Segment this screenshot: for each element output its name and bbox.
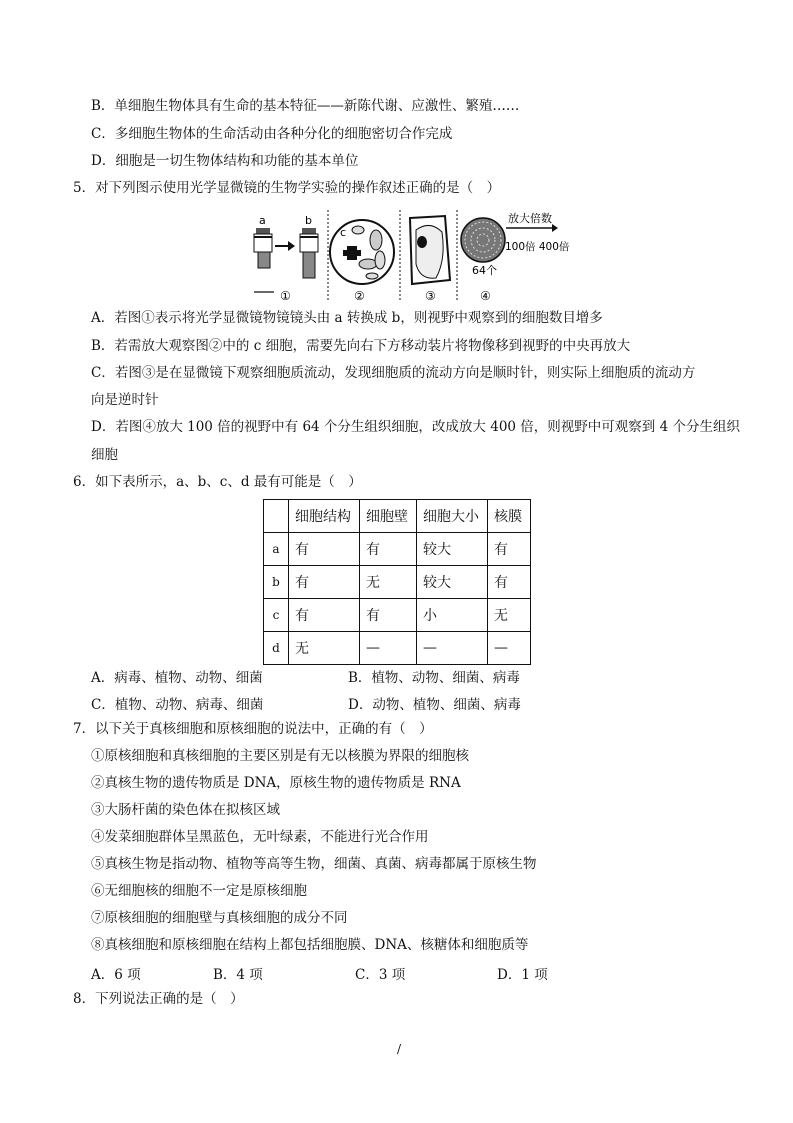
table-cell: 较大 xyxy=(417,533,488,566)
table-cell: — xyxy=(488,632,531,665)
table-cell: 无 xyxy=(289,632,360,665)
q7-option-b: B．4 项 xyxy=(213,967,263,983)
table-header-cell: 细胞大小 xyxy=(417,500,488,533)
zoom-title: 放大倍数 xyxy=(508,212,552,225)
table-cell: 较大 xyxy=(417,566,488,599)
label-b: b xyxy=(305,214,312,227)
table-cell: a xyxy=(264,533,289,566)
q7-item: ①原核细胞和真核细胞的主要区别是有无以核膜为界限的细胞核 xyxy=(91,748,469,764)
q7-option-c: C．3 项 xyxy=(355,967,406,983)
table-cell: — xyxy=(360,632,417,665)
q5-option-d: D．若图④放大 100 倍的视野中有 64 个分生组织细胞，改成放大 400 倍，则视野中可观察到 4 个分生组织 xyxy=(91,419,740,435)
table-row xyxy=(264,533,531,566)
table-header-cell: 细胞结构 xyxy=(289,500,360,533)
table-cell: 有 xyxy=(289,566,360,599)
table-row xyxy=(264,599,531,632)
q5-option-c: C．若图③是在显微镜下观察细胞质流动，发现细胞质的流动方向是顺时针，则实际上细胞质的流动方 xyxy=(91,365,696,381)
q4-option-b: B．单细胞生物体具有生命的基本特征——新陈代谢、应激性、繁殖…… xyxy=(91,98,520,114)
q5-figure xyxy=(240,208,570,303)
zoom-values: 100倍 400倍 xyxy=(505,241,570,253)
q7-item: ④发菜细胞群体呈黑蓝色，无叶绿素，不能进行光合作用 xyxy=(91,829,429,845)
table-header-cell xyxy=(264,500,289,533)
q6-option-a: A．病毒、植物、动物、细菌 xyxy=(91,670,263,686)
table-row xyxy=(264,566,531,599)
arrow-icon xyxy=(275,241,295,251)
q6-option-b: B．植物、动物、细菌、病毒 xyxy=(348,670,520,686)
cell-cluster xyxy=(461,218,505,262)
label-circle-3: ③ xyxy=(425,289,436,303)
table-cell: 有 xyxy=(289,533,360,566)
table-cell: 有 xyxy=(360,599,417,632)
table-cell: 小 xyxy=(417,599,488,632)
q4-option-c: C．多细胞生物体的生命活动由各种分化的细胞密切合作完成 xyxy=(91,126,453,142)
table-cell: d xyxy=(264,632,289,665)
table-header-cell: 细胞壁 xyxy=(360,500,417,533)
label-circle-2: ② xyxy=(354,289,365,303)
table-header-cell: 核膜 xyxy=(488,500,531,533)
table-row xyxy=(264,632,531,665)
cell-comparison-table xyxy=(263,499,531,665)
page-number: / xyxy=(397,1042,402,1056)
table-cell: c xyxy=(264,599,289,632)
q8-stem: 8．下列说法正确的是（ ） xyxy=(73,991,244,1007)
arrow-icon xyxy=(506,224,558,232)
q5-option-c-cont: 向是逆时针 xyxy=(91,392,159,408)
table-cell: 无 xyxy=(360,566,417,599)
q7-item: ②真核生物的遗传物质是 DNA，原核生物的遗传物质是 RNA xyxy=(91,775,461,791)
label-circle-1: ① xyxy=(280,289,291,303)
table-cell: 有 xyxy=(360,533,417,566)
objective-lens-b xyxy=(300,228,318,278)
q4-option-d: D．细胞是一切生物体结构和功能的基本单位 xyxy=(91,153,359,169)
q7-item: ⑦原核细胞的细胞壁与真核细胞的成分不同 xyxy=(91,910,348,926)
q7-item: ⑥无细胞核的细胞不一定是原核细胞 xyxy=(91,883,307,899)
q5-stem: 5．对下列图示使用光学显微镜的生物学实验的操作叙述正确的是（ ） xyxy=(73,180,501,196)
q7-item: ③大肠杆菌的染色体在拟核区域 xyxy=(91,802,280,818)
table-cell: b xyxy=(264,566,289,599)
q5-option-d-cont: 细胞 xyxy=(91,447,118,463)
table-header-row xyxy=(264,500,531,533)
table-cell: 有 xyxy=(488,566,531,599)
table-cell: 有 xyxy=(289,599,360,632)
q6-option-d: D．动物、植物、细菌、病毒 xyxy=(348,697,521,713)
cell-count: 64个 xyxy=(472,264,497,277)
q6-option-c: C．植物、动物、病毒、细菌 xyxy=(91,697,264,713)
q7-option-a: A．6 项 xyxy=(91,967,141,983)
table-cell: 无 xyxy=(488,599,531,632)
objective-lens-a xyxy=(254,228,272,268)
label-c: c xyxy=(340,226,347,239)
table-cell: 有 xyxy=(488,533,531,566)
label-circle-4: ④ xyxy=(480,289,491,303)
table-cell: — xyxy=(417,632,488,665)
q7-item: ⑤真核生物是指动物、植物等高等生物，细菌、真菌、病毒都属于原核生物 xyxy=(91,856,537,872)
label-a: a xyxy=(259,214,266,227)
q6-stem: 6．如下表所示，a、b、c、d 最有可能是（ ） xyxy=(73,474,362,490)
microscope-figure xyxy=(240,208,570,303)
q5-option-a: A．若图①表示将光学显微镜物镜镜头由 a 转换成 b，则视野中观察到的细胞数目增多 xyxy=(91,310,603,326)
q7-option-d: D．1 项 xyxy=(497,967,548,983)
plant-cell xyxy=(410,216,450,284)
q7-stem: 7．以下关于真核细胞和原核细胞的说法中，正确的有（ ） xyxy=(73,721,433,737)
q5-option-b: B．若需放大观察图②中的 c 细胞，需要先向右下方移动装片将物像移到视野的中央再放大 xyxy=(91,338,631,354)
q7-item: ⑧真核细胞和原核细胞在结构上都包括细胞膜、DNA、核糖体和细胞质等 xyxy=(91,937,529,953)
